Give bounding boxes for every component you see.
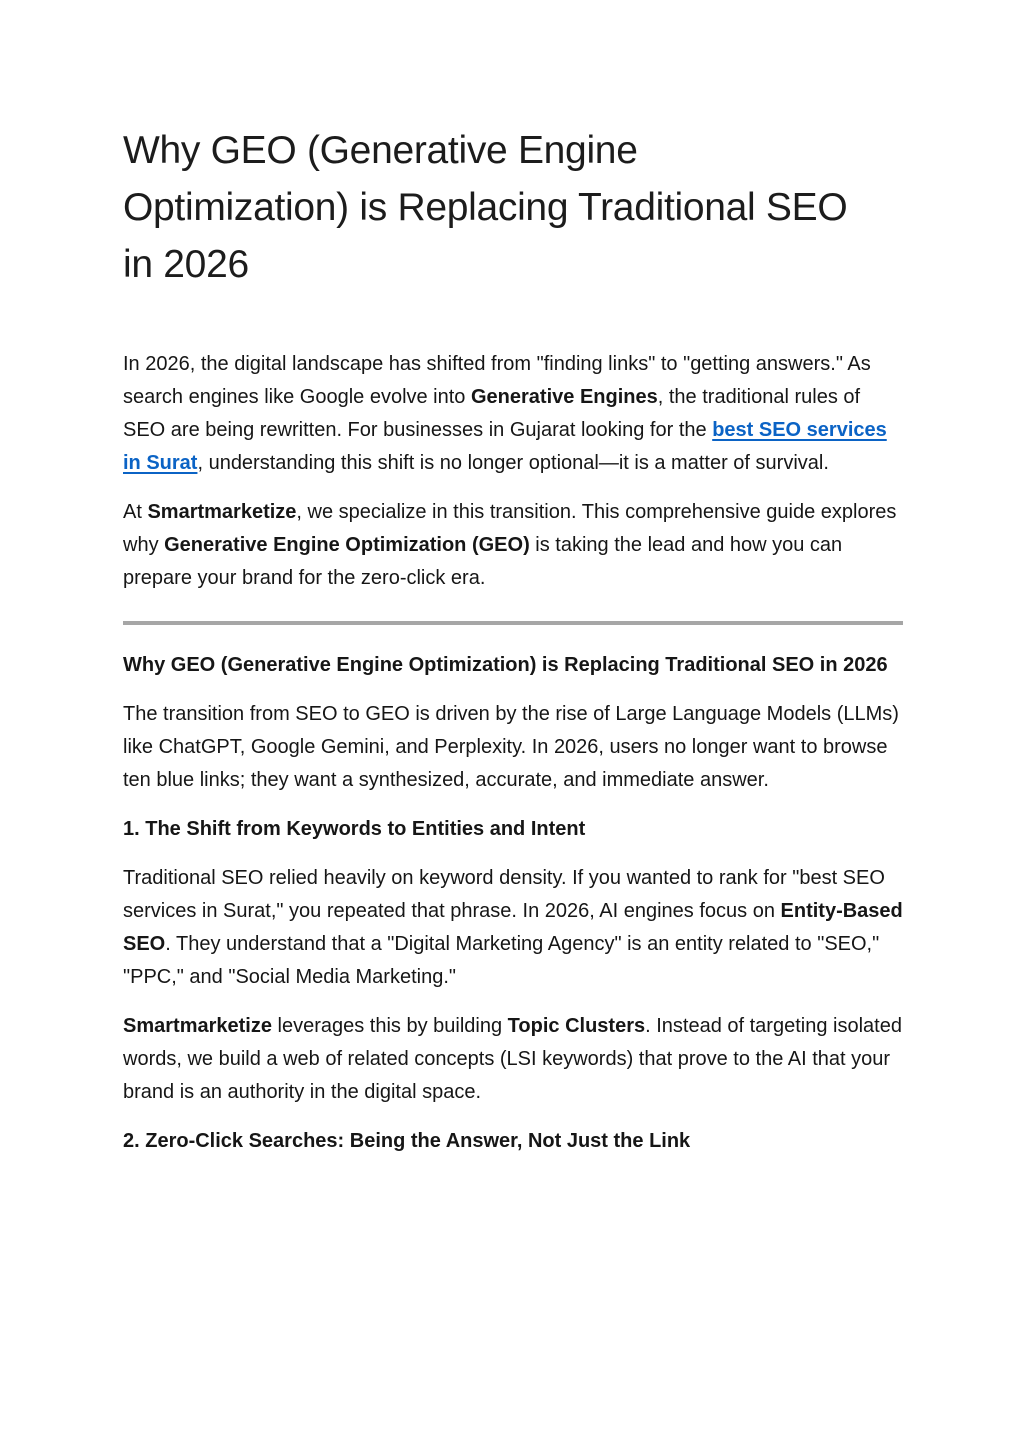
text-segment-bold: Smartmarketize	[123, 1015, 272, 1037]
text-segment: , understanding this shift is no longer optional—it is a matter of survival.	[197, 452, 829, 474]
text-segment-bold: Generative Engine Optimization (GEO)	[164, 534, 530, 556]
text-segment: At	[123, 501, 148, 523]
intro-paragraph-1	[123, 348, 903, 480]
text-segment: Traditional SEO relied heavily on keyword density. If you wanted to rank for "best SEO services in Surat," you repeated that phrase. In 2026, AI engines focus on	[123, 867, 885, 922]
text-segment: . Instead of targeting isolated words, we build a web of related concepts (LSI keywords) that prove to the AI that your brand is an authority in the digital space.	[123, 1015, 902, 1103]
document-title	[123, 122, 903, 293]
transition-paragraph: The transition from SEO to GEO is driven by the rise of Large Language Models (LLMs) like ChatGPT, Google Gemini, and Perplexity. In 2026, users no longer want to browse ten blue links; they want a synthesized, accurate, and immediate answer.	[123, 703, 899, 791]
sub1-paragraph-2	[123, 1010, 903, 1109]
text-segment: leverages this by building	[271, 1015, 508, 1037]
text-segment: , the traditional rules of SEO are being rewritten. For businesses in Gujarat looking for the	[123, 386, 861, 441]
document-title-line-2: Optimization) is Replacing Traditional SEO	[123, 186, 848, 229]
subheading-2-zero-click: 2. Zero-Click Searches: Being the Answer, Not Just the Link	[123, 1130, 691, 1152]
document-title-line-3: in 2026	[123, 243, 249, 286]
text-segment-bold: Topic Clusters	[507, 1015, 646, 1037]
text-segment: In 2026, the digital landscape has shifted from "finding links" to "getting answers." As search engines like Google evolve into	[123, 353, 871, 408]
best-seo-services-link[interactable]: best SEO services in Surat	[123, 419, 887, 474]
subheading-1-keywords-to-entities: 1. The Shift from Keywords to Entities and Intent	[123, 818, 586, 840]
text-segment-bold: Generative Engines	[471, 386, 658, 408]
document-title-line-1: Why GEO (Generative Engine	[123, 129, 638, 172]
text-segment: . They understand that a "Digital Marketing Agency" is an entity related to "SEO," "PPC," and "Social Media Marketing."	[123, 933, 880, 988]
text-segment: , we specialize in this transition. This comprehensive guide explores why	[123, 501, 897, 556]
text-segment-bold: Entity-Based SEO	[123, 900, 903, 955]
sub1-paragraph-1	[123, 862, 903, 994]
section-heading: Why GEO (Generative Engine Optimization) is Replacing Traditional SEO in 2026	[123, 654, 888, 676]
text-segment: is taking the lead and how you can prepare your brand for the zero-click era.	[123, 534, 843, 589]
intro-paragraph-2	[123, 496, 903, 595]
horizontal-divider	[123, 621, 903, 625]
text-segment-bold: Smartmarketize	[147, 501, 297, 523]
